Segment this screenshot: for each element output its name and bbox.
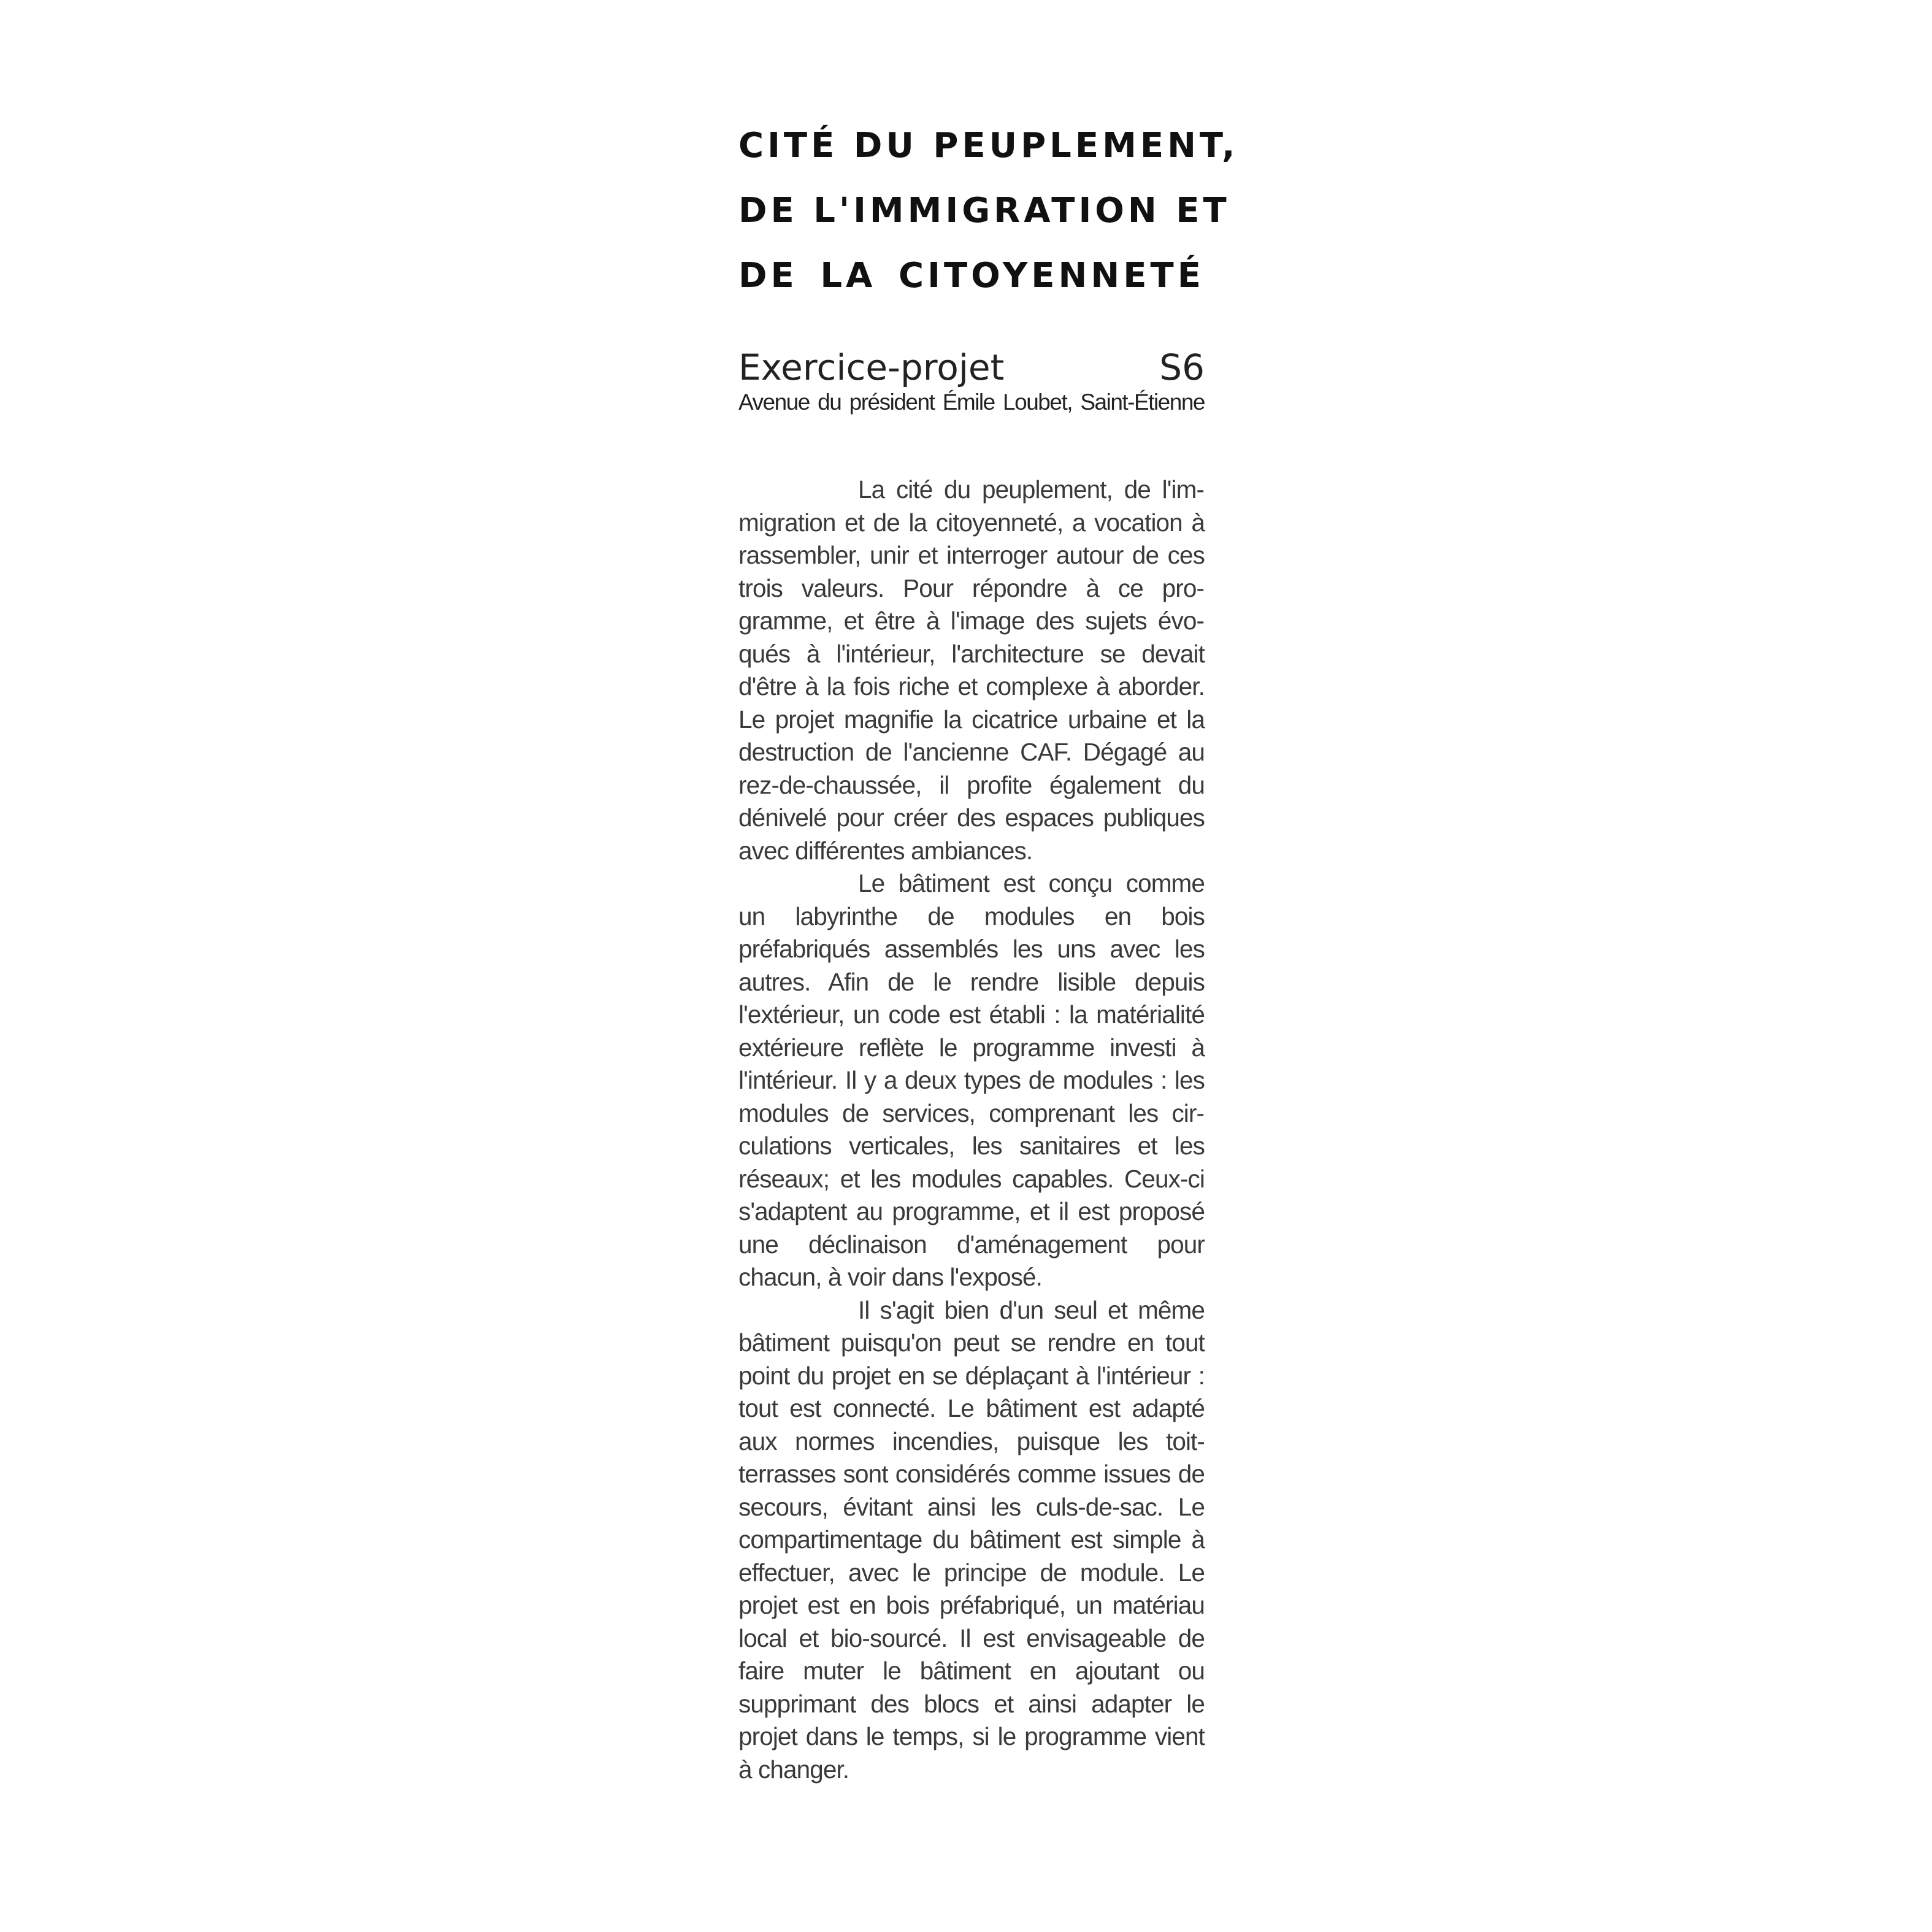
page-title bbox=[738, 113, 1239, 309]
title-line-3: DE LA CITOYENNETÉ bbox=[738, 256, 1205, 296]
semester-label: S6 bbox=[1159, 347, 1205, 388]
text-column bbox=[738, 113, 1239, 1786]
subtitle-label: Exercice-projet bbox=[738, 347, 1005, 388]
title-line-1: CITÉ DU PEUPLEMENT, bbox=[738, 126, 1239, 166]
title-line-2: DE L'IMMIGRATION ET bbox=[738, 191, 1230, 231]
project-address: Avenue du président Émile Loubet, Saint-Étienne bbox=[738, 389, 1205, 415]
subtitle-row bbox=[738, 346, 1205, 389]
paragraph-1: La cité du peuplement, de l'immigration et de la citoyenneté, a vocation à rassembler, unir et interroger autour de ces trois valeurs. Pour répondre à ce programme, et être à l'image des sujets évoqués à l'intérieur, l'architecture se devait d'être à la fois riche et complexe à aborder. Le projet magnifie la cicatrice urbaine et la destruction de l'ancienne CAF. Dégagé au rez-de-chaussée, il profite également du dénivelé pour créer des espaces publiques avec différentes ambiances. bbox=[738, 475, 1205, 865]
paragraph-3: Il s'agit bien d'un seul et même bâtiment puisqu'on peut se rendre en tout point du projet en se déplaçant à l'intérieur : tout est connecté. Le bâtiment est adapté aux normes incendies, puisque les toit-terrasses sont considérés comme issues de secours, évitant ainsi les culs-de-sac. Le compartimentage du bâtiment est simple à effectuer, avec le principe de module. Le projet est en bois préfabriqué, un matériau local et bio-sourcé. Il est envisageable de faire muter le bâtiment en ajoutant ou supprimant des blocs et ainsi adapter le projet dans le temps, si le programme vient à changer. bbox=[738, 1295, 1205, 1784]
description-text bbox=[738, 473, 1205, 1786]
paragraph-2: Le bâtiment est conçu comme un labyrinthe de modules en bois préfabriqués assemblés les uns avec les autres. Afin de le rendre lisible depuis l'extérieur, un code est établi : la matérialité extérieure reflète le programme investi à l'intérieur. Il y a deux types de modules : les modules de services, comprenant les circulations verticales, les sanitaires et les réseaux; et les modules capables. Ceux-ci s'adaptent au programme, et il est proposé une déclinaison d'aménagement pour chacun, à voir dans l'exposé. bbox=[738, 869, 1205, 1291]
